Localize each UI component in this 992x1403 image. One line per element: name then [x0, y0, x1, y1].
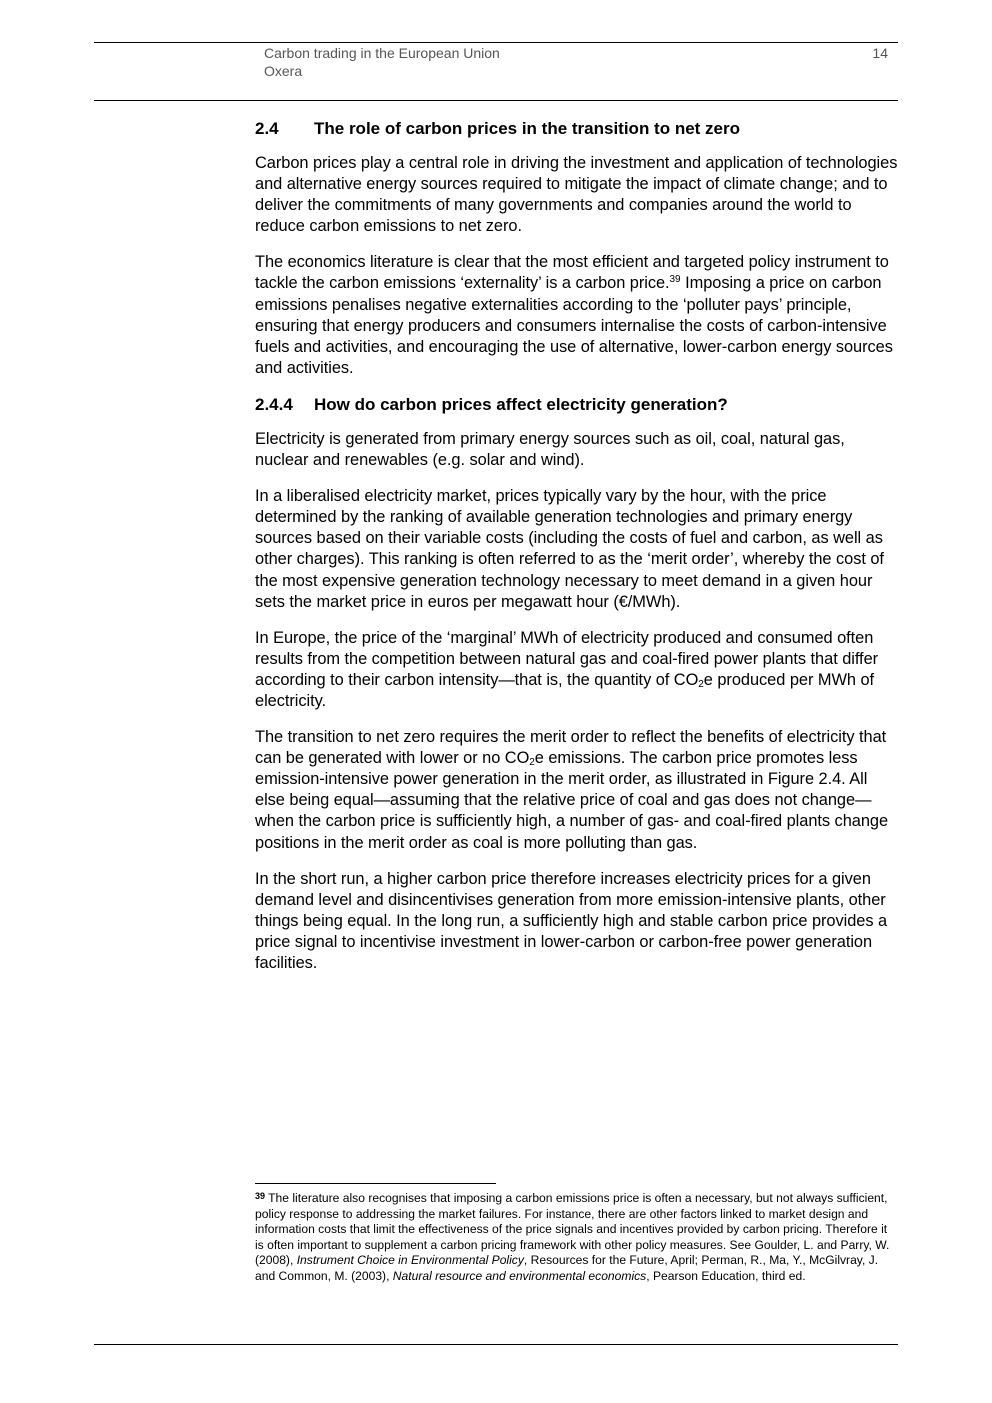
paragraph-text: e emissions. The carbon price promotes less emission-intensive power generation in the merit order, as illustrated in Figure 2.4. All else being equal—assuming that the relative price of coal and gas does not change—when the carbon price is sufficiently high, a number of gas- and coal-fired plants change positions in the merit order as coal is more polluting than gas. [255, 749, 889, 852]
running-header [264, 44, 500, 80]
section-number: 2.4 [255, 119, 279, 138]
paragraph [255, 252, 900, 379]
footnote-citation-title: Instrument Choice in Environmental Policy [296, 1253, 524, 1268]
footnote-reference[interactable]: 39 [669, 274, 681, 286]
document-title: Carbon trading in the European Union [264, 45, 500, 61]
paragraph: Electricity is generated from primary energy sources such as oil, coal, natural gas, nuclear and renewables (e.g. solar and wind). [255, 429, 845, 470]
footnote-text: The literature also recognises that imposing a carbon emissions price is often a necessary, but not always sufficient, policy response to addressing the market failures. For instance, there are other factors linked to market design and information costs that limit the effectiveness of the price signals and incentives provided by carbon pricing. Therefore it is often important to supplement a carbon pricing framework with other policy measures. See Goulder, L. and Parry, W. (2008), [255, 1191, 890, 1268]
subsection-number: 2.4.4 [255, 394, 293, 414]
paragraph-text: In Europe, the price of the ‘marginal’ MWh of electricity produced and consumed often results from the competition between natural gas and coal-fired power plants that differ according to their carbon intensity—that is, the quantity of CO [255, 628, 879, 689]
main-content [255, 118, 900, 989]
paragraph [255, 727, 900, 854]
header-top-rule [94, 42, 898, 43]
paragraph-text: The transition to net zero requires the merit order to reflect the benefits of electricity that can be generated with lower or no CO [255, 728, 887, 768]
subsection-heading [255, 394, 900, 415]
footer-rule [94, 1344, 898, 1345]
footnote [255, 1191, 895, 1285]
paragraph-text: e produced per MWh of electricity. [255, 670, 875, 710]
section-heading [255, 118, 900, 139]
page-number: 14 [872, 45, 888, 61]
section-title: The role of carbon prices in the transition to net zero [314, 119, 740, 138]
footnote-citation-title: Natural resource and environmental economics [392, 1268, 647, 1283]
header-bottom-rule [94, 100, 898, 101]
footnote-text: , Pearson Education, third ed. [646, 1268, 806, 1283]
paragraph: In the short run, a higher carbon price therefore increases electricity prices for a given demand level and disincentivises generation from more emission-intensive plants, other things being equal. In the long run, a sufficiently high and stable carbon price provides a price signal to incentivise investment in lower-carbon or carbon-free power generation facilities. [255, 869, 888, 972]
paragraph [255, 628, 900, 712]
footnote-text: , Resources for the Future, April; Perman, R., Ma, Y., McGilvray, J. and Common, M. (2003), [255, 1253, 879, 1283]
paragraph-text: The economics literature is clear that the most efficient and targeted policy instrument to tackle the carbon emissions ‘externality’ is a carbon price. [255, 253, 889, 293]
paragraph: Carbon prices play a central role in driving the investment and application of technologies and alternative energy sources required to mitigate the impact of climate change; and to deliver the commitments of many governments and companies around the world to reduce carbon emissions to net zero. [255, 154, 898, 236]
footnote-marker: 39 [255, 1191, 266, 1201]
paragraph-text: Imposing a price on carbon emissions penalises negative externalities according to the ‘polluter pays’ principle, ensuring that energy producers and consumers internalise the costs of carbon-intensive fuels and activities, and encouraging the use of alternative, lower-carbon energy sources and activities. [255, 274, 893, 377]
subsection-title: How do carbon prices affect electricity generation? [314, 394, 728, 414]
organisation-name: Oxera [264, 63, 303, 79]
footnote-separator [255, 1183, 496, 1184]
subscript: 2 [529, 757, 535, 769]
paragraph: In a liberalised electricity market, prices typically vary by the hour, with the price determined by the ranking of available generation technologies and primary energy sources based on their variable costs (including the costs of fuel and carbon, as well as other charges). This ranking is often referred to as the ‘merit order’, whereby the cost of the most expensive generation technology necessary to meet demand in a given hour sets the market price in euros per megawatt hour (€/MWh). [255, 487, 884, 611]
subscript: 2 [698, 678, 704, 690]
